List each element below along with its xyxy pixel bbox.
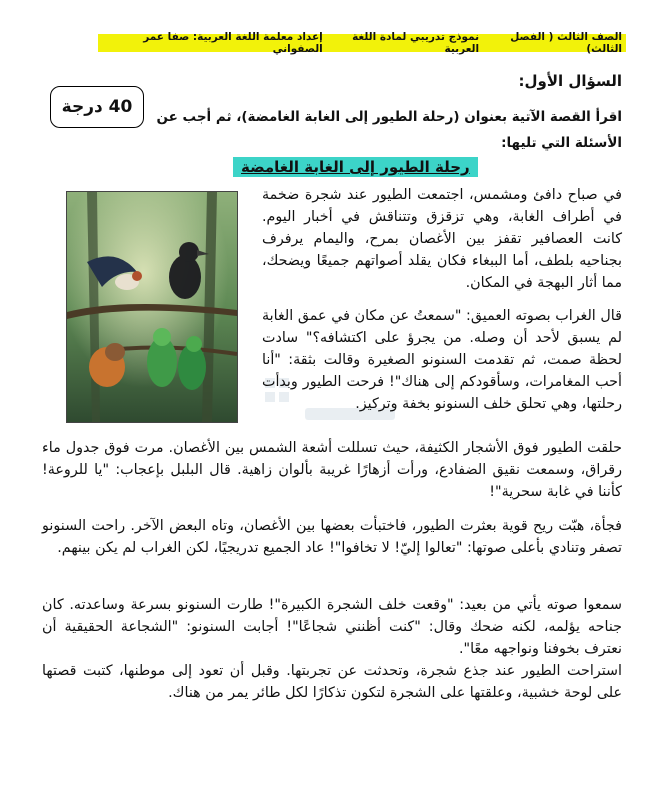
question-title: السؤال الأول: xyxy=(518,72,622,90)
story-paragraph-1: في صباح دافئ ومشمس، اجتمعت الطيور عند شجرة ضخمة في أطراف الغابة، وهي تزقزق وتتناقش في أخبار اليوم. كانت العصافير تقفز بين الأغصان بمرح، واليمام يرفرف بجناحيه بلطف، أما الببغاء فكان يقلد أصواتهم جميعًا ويضحك، مما أثار البهجة في المكان. xyxy=(262,187,622,291)
header-model: نموذج تدريبي لمادة اللغة العربية xyxy=(352,31,480,55)
story-paragraph-4: فجأة، هبّت ريح قوية بعثرت الطيور، فاختبأت بعضها بين الأغصان، وتاه البعض الآخر. راحت السنونو تصفر وتنادي بأعلى صوتها: "تعالوا إليّ! لا تخافوا"! عاد الجميع تدريجيًا، لكن الغراب لم يكن بينهم. xyxy=(42,518,622,556)
story-paragraph-3: حلقت الطيور فوق الأشجار الكثيفة، حيث تسللت أشعة الشمس بين الأغصان. مرت فوق جدول ماء رقراق، وسمعت نقيق الضفادع، ورأت أزهارًا غريبة بألوان زاهية. قال البلبل بإعجاب: "يا للروعة! كأننا في غابة سحرية"! xyxy=(42,440,622,500)
question-instructions: اقرأ القصة الآتية بعنوان (رحلة الطيور إلى الغابة الغامضة)، ثم أجب عن الأسئلة التي تليها: xyxy=(156,109,622,151)
header-teacher: إعداد معلمة اللغة العربية: صفا عمر الصفواني xyxy=(143,31,323,55)
grade-box-label: 40 درجة xyxy=(61,97,133,117)
story-paragraph-2: قال الغراب بصوته العميق: "سمعتُ عن مكان في عمق الغابة لم يسبق لأحد أن وصله. من يجرؤ على اكتشافه؟" سادت لحظة صمت، ثم تقدمت السنونو الصغيرة وقالت بثقة: "أنا أحب المغامرات، وسأقودكم إلى هناك"! فرحت الطيور وبدأت رحلتها، وهي تحلق خلف السنونو بخفة وتركيز. xyxy=(262,308,622,412)
header-grade: الصف الثالث ( الفصل الثالث) xyxy=(510,31,622,55)
story-title: رحلة الطيور إلى الغابة الغامضة xyxy=(233,157,478,177)
grade-box xyxy=(50,86,144,128)
header-strip xyxy=(98,31,626,55)
birds-illustration xyxy=(66,191,238,423)
story-paragraph-5: سمعوا صوته يأتي من بعيد: "وقعت خلف الشجرة الكبيرة"! طارت السنونو بسرعة وساعدته. كان جناحه يؤلمه، لكنه ضحك وقال: "كنت أظنني شجاعًا"! أجابت السنونو: "الشجاعة الحقيقية أن نعترف بخوفنا ونواجهه معًا". xyxy=(42,597,622,657)
story-paragraph-6: استراحت الطيور عند جذع شجرة، وتحدثت عن تجربتها. وقبل أن تعود إلى موطنها، كتبت قصتها على لوحة خشبية، وعلقتها على الشجرة لتكون تذكارًا لكل طائر يمر من هناك. xyxy=(42,663,622,701)
